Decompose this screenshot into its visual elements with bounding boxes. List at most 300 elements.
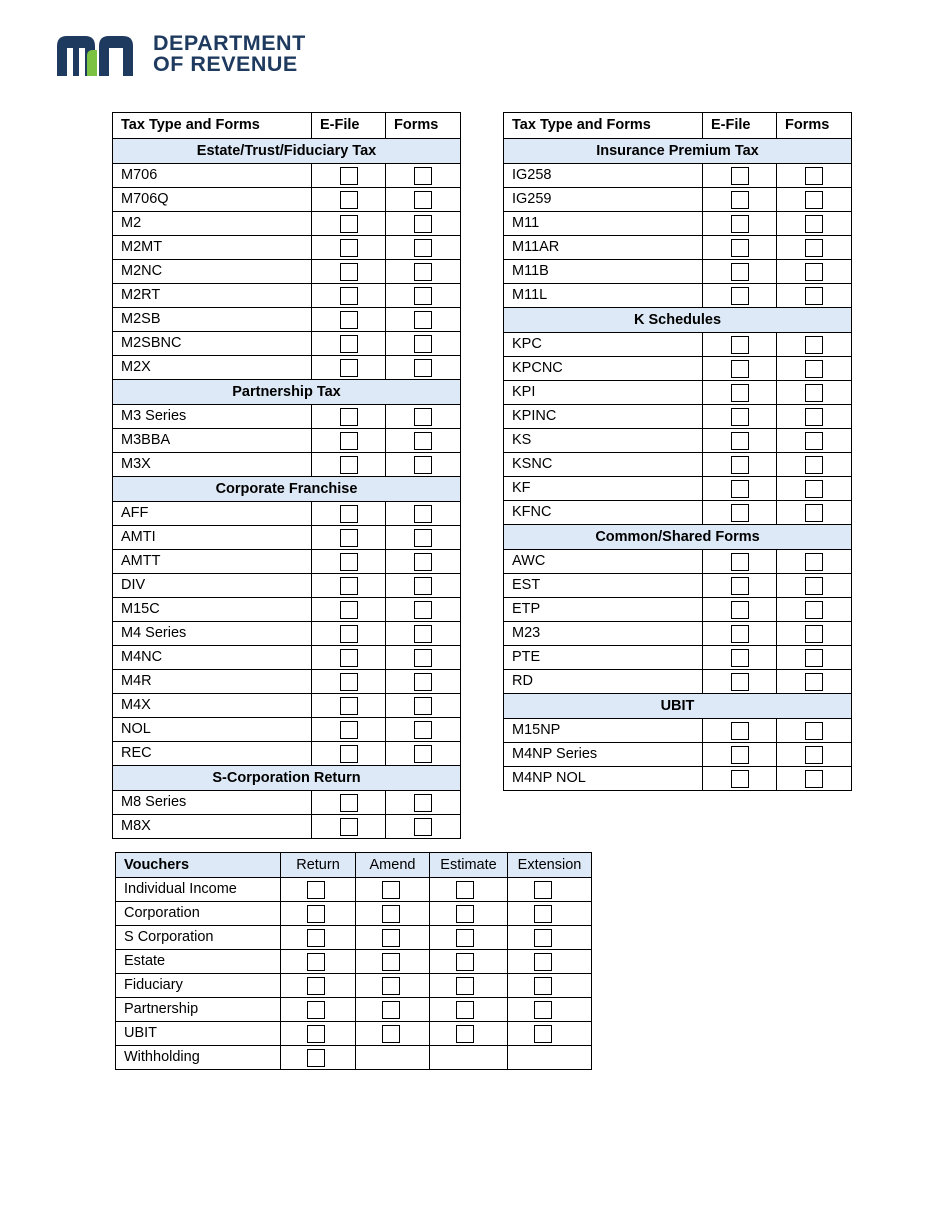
forms-checkbox[interactable] bbox=[414, 287, 432, 305]
form-name: M8X bbox=[113, 815, 312, 839]
forms-checkbox[interactable] bbox=[414, 408, 432, 426]
extension-checkbox[interactable] bbox=[534, 977, 552, 995]
cell-efile bbox=[703, 164, 777, 188]
cell-forms bbox=[777, 284, 852, 308]
efile-checkbox[interactable] bbox=[731, 287, 749, 305]
cell-forms bbox=[386, 188, 461, 212]
efile-checkbox[interactable] bbox=[731, 673, 749, 691]
cell-efile bbox=[703, 670, 777, 694]
table-row bbox=[504, 719, 852, 743]
cell-forms bbox=[777, 743, 852, 767]
table-row bbox=[504, 164, 852, 188]
efile-checkbox[interactable] bbox=[731, 625, 749, 643]
amend-checkbox[interactable] bbox=[382, 929, 400, 947]
cell-efile bbox=[312, 429, 386, 453]
forms-checkbox[interactable] bbox=[414, 649, 432, 667]
efile-checkbox[interactable] bbox=[340, 191, 358, 209]
forms-checkbox[interactable] bbox=[414, 239, 432, 257]
cell-amend bbox=[356, 902, 430, 926]
form-name: M2MT bbox=[113, 236, 312, 260]
form-name: DIV bbox=[113, 574, 312, 598]
forms-checkbox[interactable] bbox=[414, 167, 432, 185]
forms-checkbox[interactable] bbox=[414, 553, 432, 571]
forms-checkbox[interactable] bbox=[414, 335, 432, 353]
cell-forms bbox=[777, 598, 852, 622]
form-name: M8 Series bbox=[113, 791, 312, 815]
forms-checkbox[interactable] bbox=[805, 480, 823, 498]
efile-checkbox[interactable] bbox=[340, 263, 358, 281]
forms-checkbox[interactable] bbox=[414, 818, 432, 836]
extension-checkbox[interactable] bbox=[534, 1025, 552, 1043]
cell-efile bbox=[312, 574, 386, 598]
efile-checkbox[interactable] bbox=[340, 505, 358, 523]
amend-checkbox[interactable] bbox=[382, 881, 400, 899]
efile-checkbox[interactable] bbox=[731, 408, 749, 426]
table-header bbox=[113, 113, 461, 139]
cell-efile bbox=[703, 212, 777, 236]
forms-checkbox[interactable] bbox=[414, 673, 432, 691]
cell-efile bbox=[312, 212, 386, 236]
column-header-amend: Amend bbox=[356, 853, 430, 878]
column-header-return: Return bbox=[281, 853, 356, 878]
forms-checkbox[interactable] bbox=[805, 577, 823, 595]
cell-forms bbox=[386, 453, 461, 477]
cell-amend bbox=[356, 926, 430, 950]
section-header bbox=[113, 380, 461, 405]
cell-efile bbox=[703, 381, 777, 405]
forms-checkbox[interactable] bbox=[414, 505, 432, 523]
table-row bbox=[504, 357, 852, 381]
cell-forms bbox=[386, 815, 461, 839]
form-name: M4R bbox=[113, 670, 312, 694]
form-name: M11B bbox=[504, 260, 703, 284]
efile-checkbox[interactable] bbox=[340, 721, 358, 739]
forms-checkbox[interactable] bbox=[414, 215, 432, 233]
table-row bbox=[504, 333, 852, 357]
forms-checkbox[interactable] bbox=[805, 625, 823, 643]
form-name: M4NP NOL bbox=[504, 767, 703, 791]
forms-checkbox[interactable] bbox=[805, 456, 823, 474]
amend-checkbox[interactable] bbox=[382, 905, 400, 923]
return-checkbox[interactable] bbox=[307, 1025, 325, 1043]
cell-return bbox=[281, 998, 356, 1022]
form-name: M2SBNC bbox=[113, 332, 312, 356]
table-row bbox=[504, 501, 852, 525]
efile-checkbox[interactable] bbox=[731, 504, 749, 522]
efile-checkbox[interactable] bbox=[731, 384, 749, 402]
efile-checkbox[interactable] bbox=[340, 167, 358, 185]
column-header-tax-type-and-forms: Tax Type and Forms bbox=[113, 113, 312, 139]
cell-amend bbox=[356, 1022, 430, 1046]
forms-checkbox[interactable] bbox=[414, 359, 432, 377]
table-row bbox=[116, 878, 592, 902]
form-name: KPCNC bbox=[504, 357, 703, 381]
forms-checkbox[interactable] bbox=[414, 311, 432, 329]
forms-checkbox[interactable] bbox=[414, 601, 432, 619]
forms-checkbox[interactable] bbox=[805, 167, 823, 185]
form-name: AFF bbox=[113, 502, 312, 526]
form-name: M3 Series bbox=[113, 405, 312, 429]
cell-efile bbox=[312, 742, 386, 766]
efile-checkbox[interactable] bbox=[731, 456, 749, 474]
form-name: M3BBA bbox=[113, 429, 312, 453]
forms-checkbox[interactable] bbox=[805, 360, 823, 378]
column-header-tax-type-and-forms: Tax Type and Forms bbox=[504, 113, 703, 139]
estimate-checkbox[interactable] bbox=[456, 905, 474, 923]
efile-checkbox[interactable] bbox=[731, 746, 749, 764]
form-name: AWC bbox=[504, 550, 703, 574]
cell-efile bbox=[703, 719, 777, 743]
efile-checkbox[interactable] bbox=[340, 794, 358, 812]
voucher-type: Corporation bbox=[116, 902, 281, 926]
form-name: KSNC bbox=[504, 453, 703, 477]
table-row bbox=[113, 284, 461, 308]
form-name: KPI bbox=[504, 381, 703, 405]
table-row bbox=[113, 308, 461, 332]
table-row bbox=[504, 212, 852, 236]
form-name: AMTT bbox=[113, 550, 312, 574]
efile-checkbox[interactable] bbox=[731, 649, 749, 667]
table-row bbox=[504, 284, 852, 308]
cell-efile bbox=[312, 284, 386, 308]
table-row bbox=[504, 260, 852, 284]
efile-checkbox[interactable] bbox=[340, 359, 358, 377]
efile-checkbox[interactable] bbox=[731, 360, 749, 378]
section-header bbox=[113, 477, 461, 502]
forms-checkbox[interactable] bbox=[805, 770, 823, 788]
cell-efile bbox=[312, 405, 386, 429]
efile-checkbox[interactable] bbox=[340, 697, 358, 715]
section-header bbox=[113, 766, 461, 791]
forms-checkbox[interactable] bbox=[805, 649, 823, 667]
forms-checkbox[interactable] bbox=[414, 263, 432, 281]
cell-forms bbox=[386, 429, 461, 453]
extension-checkbox[interactable] bbox=[534, 881, 552, 899]
form-name: M11 bbox=[504, 212, 703, 236]
cell-efile bbox=[312, 332, 386, 356]
amend-checkbox[interactable] bbox=[382, 977, 400, 995]
forms-checkbox[interactable] bbox=[805, 263, 823, 281]
right-tax-table bbox=[503, 112, 852, 791]
cell-efile bbox=[703, 550, 777, 574]
estimate-checkbox[interactable] bbox=[456, 929, 474, 947]
form-name: M4NC bbox=[113, 646, 312, 670]
efile-checkbox[interactable] bbox=[340, 215, 358, 233]
cell-forms bbox=[777, 333, 852, 357]
return-checkbox[interactable] bbox=[307, 905, 325, 923]
amend-checkbox[interactable] bbox=[382, 953, 400, 971]
forms-checkbox[interactable] bbox=[805, 336, 823, 354]
section-title-estate-trust-fiduciary-tax: Estate/Trust/Fiduciary Tax bbox=[113, 139, 461, 164]
cell-forms bbox=[777, 188, 852, 212]
cell-forms bbox=[386, 718, 461, 742]
cell-efile bbox=[312, 598, 386, 622]
forms-checkbox[interactable] bbox=[805, 432, 823, 450]
return-checkbox[interactable] bbox=[307, 881, 325, 899]
cell-efile bbox=[312, 236, 386, 260]
form-name: M2SB bbox=[113, 308, 312, 332]
form-name: M2 bbox=[113, 212, 312, 236]
form-name: IG258 bbox=[504, 164, 703, 188]
section-title-s-corporation-return: S-Corporation Return bbox=[113, 766, 461, 791]
cell-efile bbox=[312, 694, 386, 718]
cell-estimate bbox=[430, 950, 508, 974]
voucher-type: UBIT bbox=[116, 1022, 281, 1046]
section-title-insurance-premium-tax: Insurance Premium Tax bbox=[504, 139, 852, 164]
efile-checkbox[interactable] bbox=[731, 601, 749, 619]
estimate-checkbox[interactable] bbox=[456, 881, 474, 899]
forms-checkbox[interactable] bbox=[414, 529, 432, 547]
form-name: M2NC bbox=[113, 260, 312, 284]
section-title-k-schedules: K Schedules bbox=[504, 308, 852, 333]
forms-checkbox[interactable] bbox=[805, 384, 823, 402]
table-row bbox=[504, 236, 852, 260]
form-name: M2RT bbox=[113, 284, 312, 308]
estimate-checkbox[interactable] bbox=[456, 1025, 474, 1043]
efile-checkbox[interactable] bbox=[340, 818, 358, 836]
return-checkbox[interactable] bbox=[307, 977, 325, 995]
table-row bbox=[113, 332, 461, 356]
cell-forms bbox=[386, 646, 461, 670]
cell-efile bbox=[312, 502, 386, 526]
forms-checkbox[interactable] bbox=[805, 722, 823, 740]
form-name: KPC bbox=[504, 333, 703, 357]
cell-return bbox=[281, 974, 356, 998]
cell-efile bbox=[312, 453, 386, 477]
efile-checkbox[interactable] bbox=[731, 336, 749, 354]
logo-line-2: OF REVENUE bbox=[153, 52, 298, 76]
table-row bbox=[113, 718, 461, 742]
cell-forms bbox=[386, 356, 461, 380]
cell-forms bbox=[386, 308, 461, 332]
cell-forms bbox=[386, 598, 461, 622]
efile-checkbox[interactable] bbox=[340, 601, 358, 619]
table-row bbox=[504, 743, 852, 767]
cell-forms bbox=[777, 477, 852, 501]
forms-checkbox[interactable] bbox=[805, 673, 823, 691]
cell-forms bbox=[386, 332, 461, 356]
column-header-extension: Extension bbox=[508, 853, 592, 878]
table-row bbox=[504, 405, 852, 429]
amend-checkbox[interactable] bbox=[382, 1025, 400, 1043]
section-header bbox=[504, 308, 852, 333]
voucher-type: Fiduciary bbox=[116, 974, 281, 998]
cell-efile bbox=[312, 646, 386, 670]
cell-forms bbox=[386, 212, 461, 236]
efile-checkbox[interactable] bbox=[731, 480, 749, 498]
efile-checkbox[interactable] bbox=[340, 745, 358, 763]
efile-checkbox[interactable] bbox=[340, 335, 358, 353]
table-row bbox=[113, 260, 461, 284]
cell-forms bbox=[386, 502, 461, 526]
efile-checkbox[interactable] bbox=[731, 722, 749, 740]
cell-amend bbox=[356, 878, 430, 902]
cell-forms bbox=[777, 574, 852, 598]
form-name: M15NP bbox=[504, 719, 703, 743]
forms-checkbox[interactable] bbox=[414, 625, 432, 643]
cell-efile bbox=[312, 815, 386, 839]
cell-return bbox=[281, 1046, 356, 1070]
forms-checkbox[interactable] bbox=[805, 408, 823, 426]
cell-efile bbox=[703, 284, 777, 308]
section-title-ubit: UBIT bbox=[504, 694, 852, 719]
voucher-type: Estate bbox=[116, 950, 281, 974]
efile-checkbox[interactable] bbox=[340, 625, 358, 643]
cell-efile bbox=[312, 526, 386, 550]
return-checkbox[interactable] bbox=[307, 1049, 325, 1067]
cell-forms bbox=[386, 574, 461, 598]
cell-forms bbox=[386, 260, 461, 284]
forms-checkbox[interactable] bbox=[805, 191, 823, 209]
return-checkbox[interactable] bbox=[307, 929, 325, 947]
table-row bbox=[116, 902, 592, 926]
efile-checkbox[interactable] bbox=[340, 673, 358, 691]
forms-checkbox[interactable] bbox=[414, 456, 432, 474]
cell-extension bbox=[508, 1022, 592, 1046]
efile-checkbox[interactable] bbox=[731, 215, 749, 233]
estimate-checkbox[interactable] bbox=[456, 977, 474, 995]
forms-checkbox[interactable] bbox=[414, 432, 432, 450]
cell-efile bbox=[703, 236, 777, 260]
efile-checkbox[interactable] bbox=[340, 529, 358, 547]
table-row bbox=[504, 550, 852, 574]
cell-forms bbox=[386, 405, 461, 429]
efile-checkbox[interactable] bbox=[340, 408, 358, 426]
department-of-revenue-logo bbox=[57, 32, 307, 82]
efile-checkbox[interactable] bbox=[731, 167, 749, 185]
cell-efile bbox=[703, 357, 777, 381]
forms-checkbox[interactable] bbox=[414, 794, 432, 812]
table-row bbox=[504, 598, 852, 622]
form-name: M4NP Series bbox=[504, 743, 703, 767]
table-row bbox=[113, 356, 461, 380]
table-row bbox=[504, 477, 852, 501]
voucher-type: Individual Income bbox=[116, 878, 281, 902]
cell-extension bbox=[508, 1046, 592, 1070]
cell-forms bbox=[777, 381, 852, 405]
forms-checkbox[interactable] bbox=[805, 553, 823, 571]
forms-checkbox[interactable] bbox=[805, 215, 823, 233]
cell-efile bbox=[312, 791, 386, 815]
cell-forms bbox=[777, 767, 852, 791]
form-name: EST bbox=[504, 574, 703, 598]
vouchers-header bbox=[116, 853, 592, 878]
cell-efile bbox=[703, 477, 777, 501]
table-row bbox=[504, 670, 852, 694]
cell-forms bbox=[777, 212, 852, 236]
cell-extension bbox=[508, 878, 592, 902]
table-row bbox=[116, 1022, 592, 1046]
efile-checkbox[interactable] bbox=[340, 456, 358, 474]
efile-checkbox[interactable] bbox=[340, 577, 358, 595]
table-row bbox=[113, 453, 461, 477]
efile-checkbox[interactable] bbox=[731, 432, 749, 450]
table-row bbox=[113, 622, 461, 646]
return-checkbox[interactable] bbox=[307, 1001, 325, 1019]
table-row bbox=[113, 670, 461, 694]
table-row bbox=[116, 926, 592, 950]
efile-checkbox[interactable] bbox=[340, 287, 358, 305]
cell-amend bbox=[356, 998, 430, 1022]
extension-checkbox[interactable] bbox=[534, 953, 552, 971]
efile-checkbox[interactable] bbox=[340, 649, 358, 667]
forms-checkbox[interactable] bbox=[414, 721, 432, 739]
voucher-type: S Corporation bbox=[116, 926, 281, 950]
efile-checkbox[interactable] bbox=[731, 239, 749, 257]
forms-checkbox[interactable] bbox=[805, 601, 823, 619]
form-name: KS bbox=[504, 429, 703, 453]
column-header-e-file: E-File bbox=[703, 113, 777, 139]
voucher-type: Partnership bbox=[116, 998, 281, 1022]
cell-forms bbox=[777, 453, 852, 477]
table-row bbox=[113, 526, 461, 550]
form-name: KPINC bbox=[504, 405, 703, 429]
cell-forms bbox=[386, 236, 461, 260]
estimate-checkbox[interactable] bbox=[456, 953, 474, 971]
efile-checkbox[interactable] bbox=[731, 263, 749, 281]
efile-checkbox[interactable] bbox=[731, 553, 749, 571]
cell-efile bbox=[312, 308, 386, 332]
forms-checkbox[interactable] bbox=[414, 577, 432, 595]
cell-extension bbox=[508, 926, 592, 950]
forms-checkbox[interactable] bbox=[805, 746, 823, 764]
form-name: M3X bbox=[113, 453, 312, 477]
forms-checkbox[interactable] bbox=[805, 239, 823, 257]
cell-estimate bbox=[430, 998, 508, 1022]
table-row bbox=[113, 236, 461, 260]
efile-checkbox[interactable] bbox=[731, 191, 749, 209]
forms-checkbox[interactable] bbox=[414, 697, 432, 715]
efile-checkbox[interactable] bbox=[731, 577, 749, 595]
cell-forms bbox=[386, 284, 461, 308]
cell-efile bbox=[703, 767, 777, 791]
efile-checkbox[interactable] bbox=[340, 239, 358, 257]
forms-checkbox[interactable] bbox=[414, 191, 432, 209]
table-row bbox=[504, 381, 852, 405]
table-row bbox=[116, 1046, 592, 1070]
efile-checkbox[interactable] bbox=[340, 553, 358, 571]
extension-checkbox[interactable] bbox=[534, 1001, 552, 1019]
form-name: AMTI bbox=[113, 526, 312, 550]
extension-checkbox[interactable] bbox=[534, 929, 552, 947]
cell-forms bbox=[386, 164, 461, 188]
cell-forms bbox=[777, 260, 852, 284]
efile-checkbox[interactable] bbox=[340, 311, 358, 329]
estimate-checkbox[interactable] bbox=[456, 1001, 474, 1019]
form-name: M4X bbox=[113, 694, 312, 718]
efile-checkbox[interactable] bbox=[340, 432, 358, 450]
forms-checkbox[interactable] bbox=[805, 287, 823, 305]
return-checkbox[interactable] bbox=[307, 953, 325, 971]
table-row bbox=[113, 646, 461, 670]
forms-checkbox[interactable] bbox=[414, 745, 432, 763]
form-name: M23 bbox=[504, 622, 703, 646]
forms-checkbox[interactable] bbox=[805, 504, 823, 522]
amend-checkbox[interactable] bbox=[382, 1001, 400, 1019]
table-row bbox=[113, 188, 461, 212]
extension-checkbox[interactable] bbox=[534, 905, 552, 923]
cell-estimate bbox=[430, 902, 508, 926]
table-row bbox=[113, 791, 461, 815]
cell-forms bbox=[777, 501, 852, 525]
efile-checkbox[interactable] bbox=[731, 770, 749, 788]
form-name: ETP bbox=[504, 598, 703, 622]
table-row bbox=[504, 453, 852, 477]
cell-efile bbox=[703, 574, 777, 598]
cell-extension bbox=[508, 974, 592, 998]
cell-efile bbox=[703, 429, 777, 453]
table-row bbox=[113, 405, 461, 429]
